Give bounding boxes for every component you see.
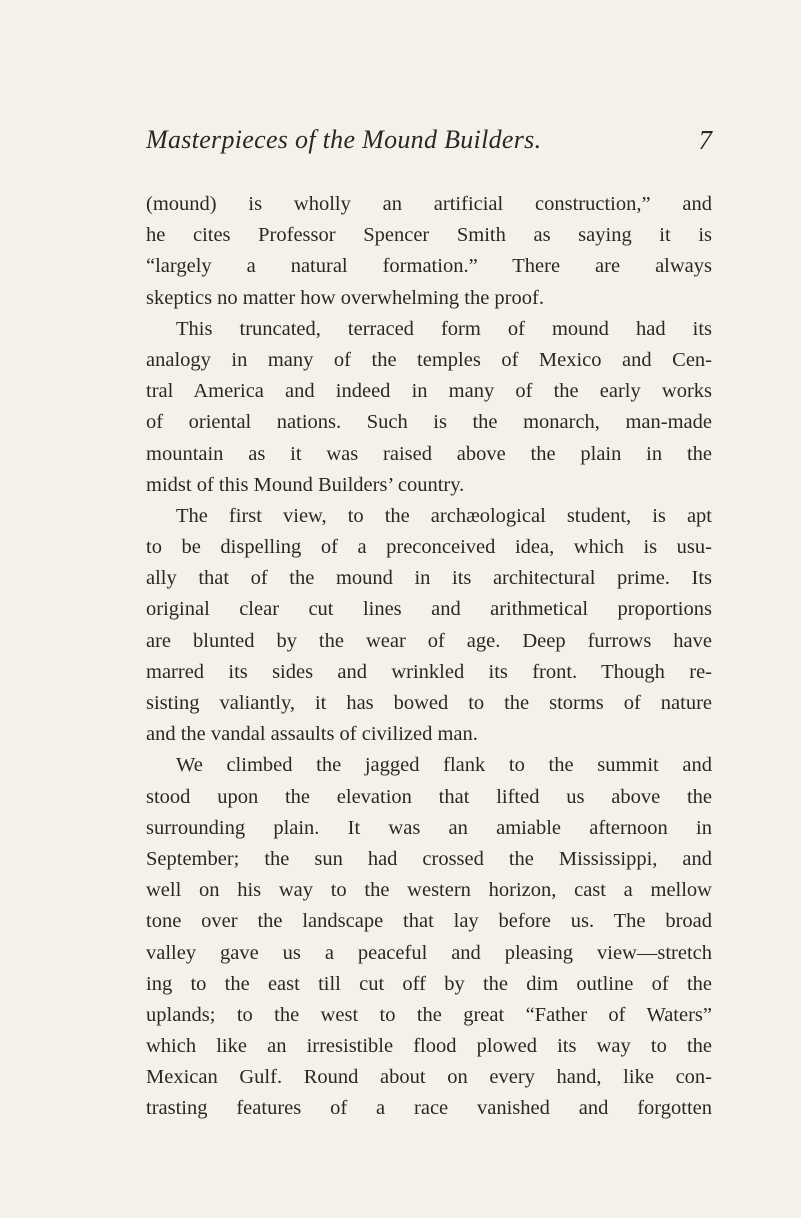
text-line: ing to the east till cut off by the dim outline of the <box>146 972 712 995</box>
text-line: trasting features of a race vanished and forgotten <box>146 1097 712 1120</box>
text-line: (mound) is wholly an artificial construction,” and <box>146 193 712 215</box>
text-line: and the vandal assaults of civilized man. <box>146 723 478 746</box>
running-head <box>146 120 712 160</box>
text-line: tone over the landscape that lay before us. The broad <box>146 910 712 933</box>
text-line: uplands; to the west to the great “Father of Waters” <box>146 1003 712 1026</box>
text-line: he cites Professor Spencer Smith as saying it is <box>146 224 712 247</box>
text-line: original clear cut lines and arithmetical proportions <box>146 598 712 621</box>
text-line: We climbed the jagged flank to the summit and <box>176 754 712 777</box>
text-line: This truncated, terraced form of mound had its <box>176 317 712 340</box>
text-line: which like an irresistible flood plowed its way to the <box>146 1035 712 1058</box>
text-line: Mexican Gulf. Round about on every hand, like con- <box>146 1066 712 1089</box>
text-line: mountain as it was raised above the plain in the <box>146 442 712 465</box>
text-line: surrounding plain. It was an amiable afternoon in <box>146 816 712 839</box>
text-line: skeptics no matter how overwhelming the proof. <box>146 286 544 309</box>
running-title: Masterpieces of the Mound Builders. <box>146 125 542 154</box>
text-line: midst of this Mound Builders’ country. <box>146 473 465 496</box>
text-line: stood upon the elevation that lifted us above the <box>146 785 712 808</box>
text-line: tral America and indeed in many of the early works <box>146 380 712 403</box>
body-text <box>146 189 712 1125</box>
text-line: of oriental nations. Such is the monarch, man-made <box>146 411 712 434</box>
text-line: valley gave us a peaceful and pleasing view—stretch <box>146 941 712 964</box>
text-line: The first view, to the archæological student, is apt <box>176 504 712 527</box>
page-number: 7 <box>698 125 712 155</box>
text-line: well on his way to the western horizon, cast a mellow <box>146 879 712 902</box>
text-line: analogy in many of the temples of Mexico and Cen- <box>146 348 712 371</box>
text-line: sisting valiantly, it has bowed to the storms of nature <box>146 692 712 714</box>
text-line: marred its sides and wrinkled its front. Though re- <box>146 660 712 683</box>
text-line: September; the sun had crossed the Mississippi, and <box>146 847 712 870</box>
text-line: “largely a natural formation.” There are always <box>146 255 712 278</box>
text-line: are blunted by the wear of age. Deep furrows have <box>146 629 712 652</box>
text-line: ally that of the mound in its architectural prime. Its <box>146 567 712 590</box>
text-line: to be dispelling of a preconceived idea, which is usu- <box>146 536 712 559</box>
